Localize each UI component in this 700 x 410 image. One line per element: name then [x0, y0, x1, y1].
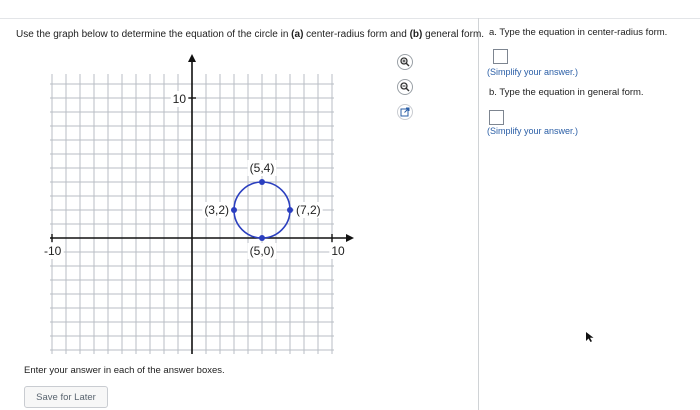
popout-icon[interactable] [397, 104, 413, 120]
answer-box-center-radius[interactable] [493, 49, 508, 64]
zoom-out-icon[interactable] [397, 79, 413, 95]
point-marker [259, 235, 265, 241]
save-for-later-button[interactable]: Save for Later [24, 386, 108, 408]
coordinate-graph [34, 52, 364, 357]
prompt-end: general form. [422, 29, 485, 40]
top-separator [0, 18, 700, 19]
prompt-start: Use the graph below to determine the equation of the circle in [16, 29, 292, 40]
prompt-mid: center-radius form and [303, 29, 410, 40]
y-axis-arrow [188, 54, 196, 62]
point-label: (3,2) [204, 203, 229, 217]
part-a-instruction: a. Type the equation in center-radius form. [489, 27, 668, 38]
point-marker [259, 179, 265, 185]
point-label: (5,4) [249, 161, 275, 175]
hint-a: (Simplify your answer.) [487, 67, 579, 77]
y-tick-label: 10 [172, 92, 186, 106]
answer-box-general-form[interactable] [489, 110, 504, 125]
footer-instructions: Enter your answer in each of the answer boxes. [24, 365, 225, 376]
point-marker [287, 207, 293, 213]
x-axis-arrow [346, 234, 354, 242]
zoom-in-icon[interactable] [397, 54, 413, 70]
point-label: (5,0) [249, 244, 275, 258]
panel-divider [478, 18, 479, 410]
point-label: (7,2) [296, 203, 321, 217]
prompt-part-a: (a) [291, 29, 304, 40]
question-prompt [16, 29, 484, 40]
prompt-part-b: (b) [409, 29, 423, 40]
x-tick-label-pos: 10 [331, 244, 345, 258]
hint-b: (Simplify your answer.) [487, 126, 579, 136]
mouse-cursor-icon [585, 330, 595, 348]
x-tick-label-neg: -10 [44, 244, 62, 258]
part-b-instruction: b. Type the equation in general form. [489, 87, 644, 98]
point-marker [231, 207, 237, 213]
